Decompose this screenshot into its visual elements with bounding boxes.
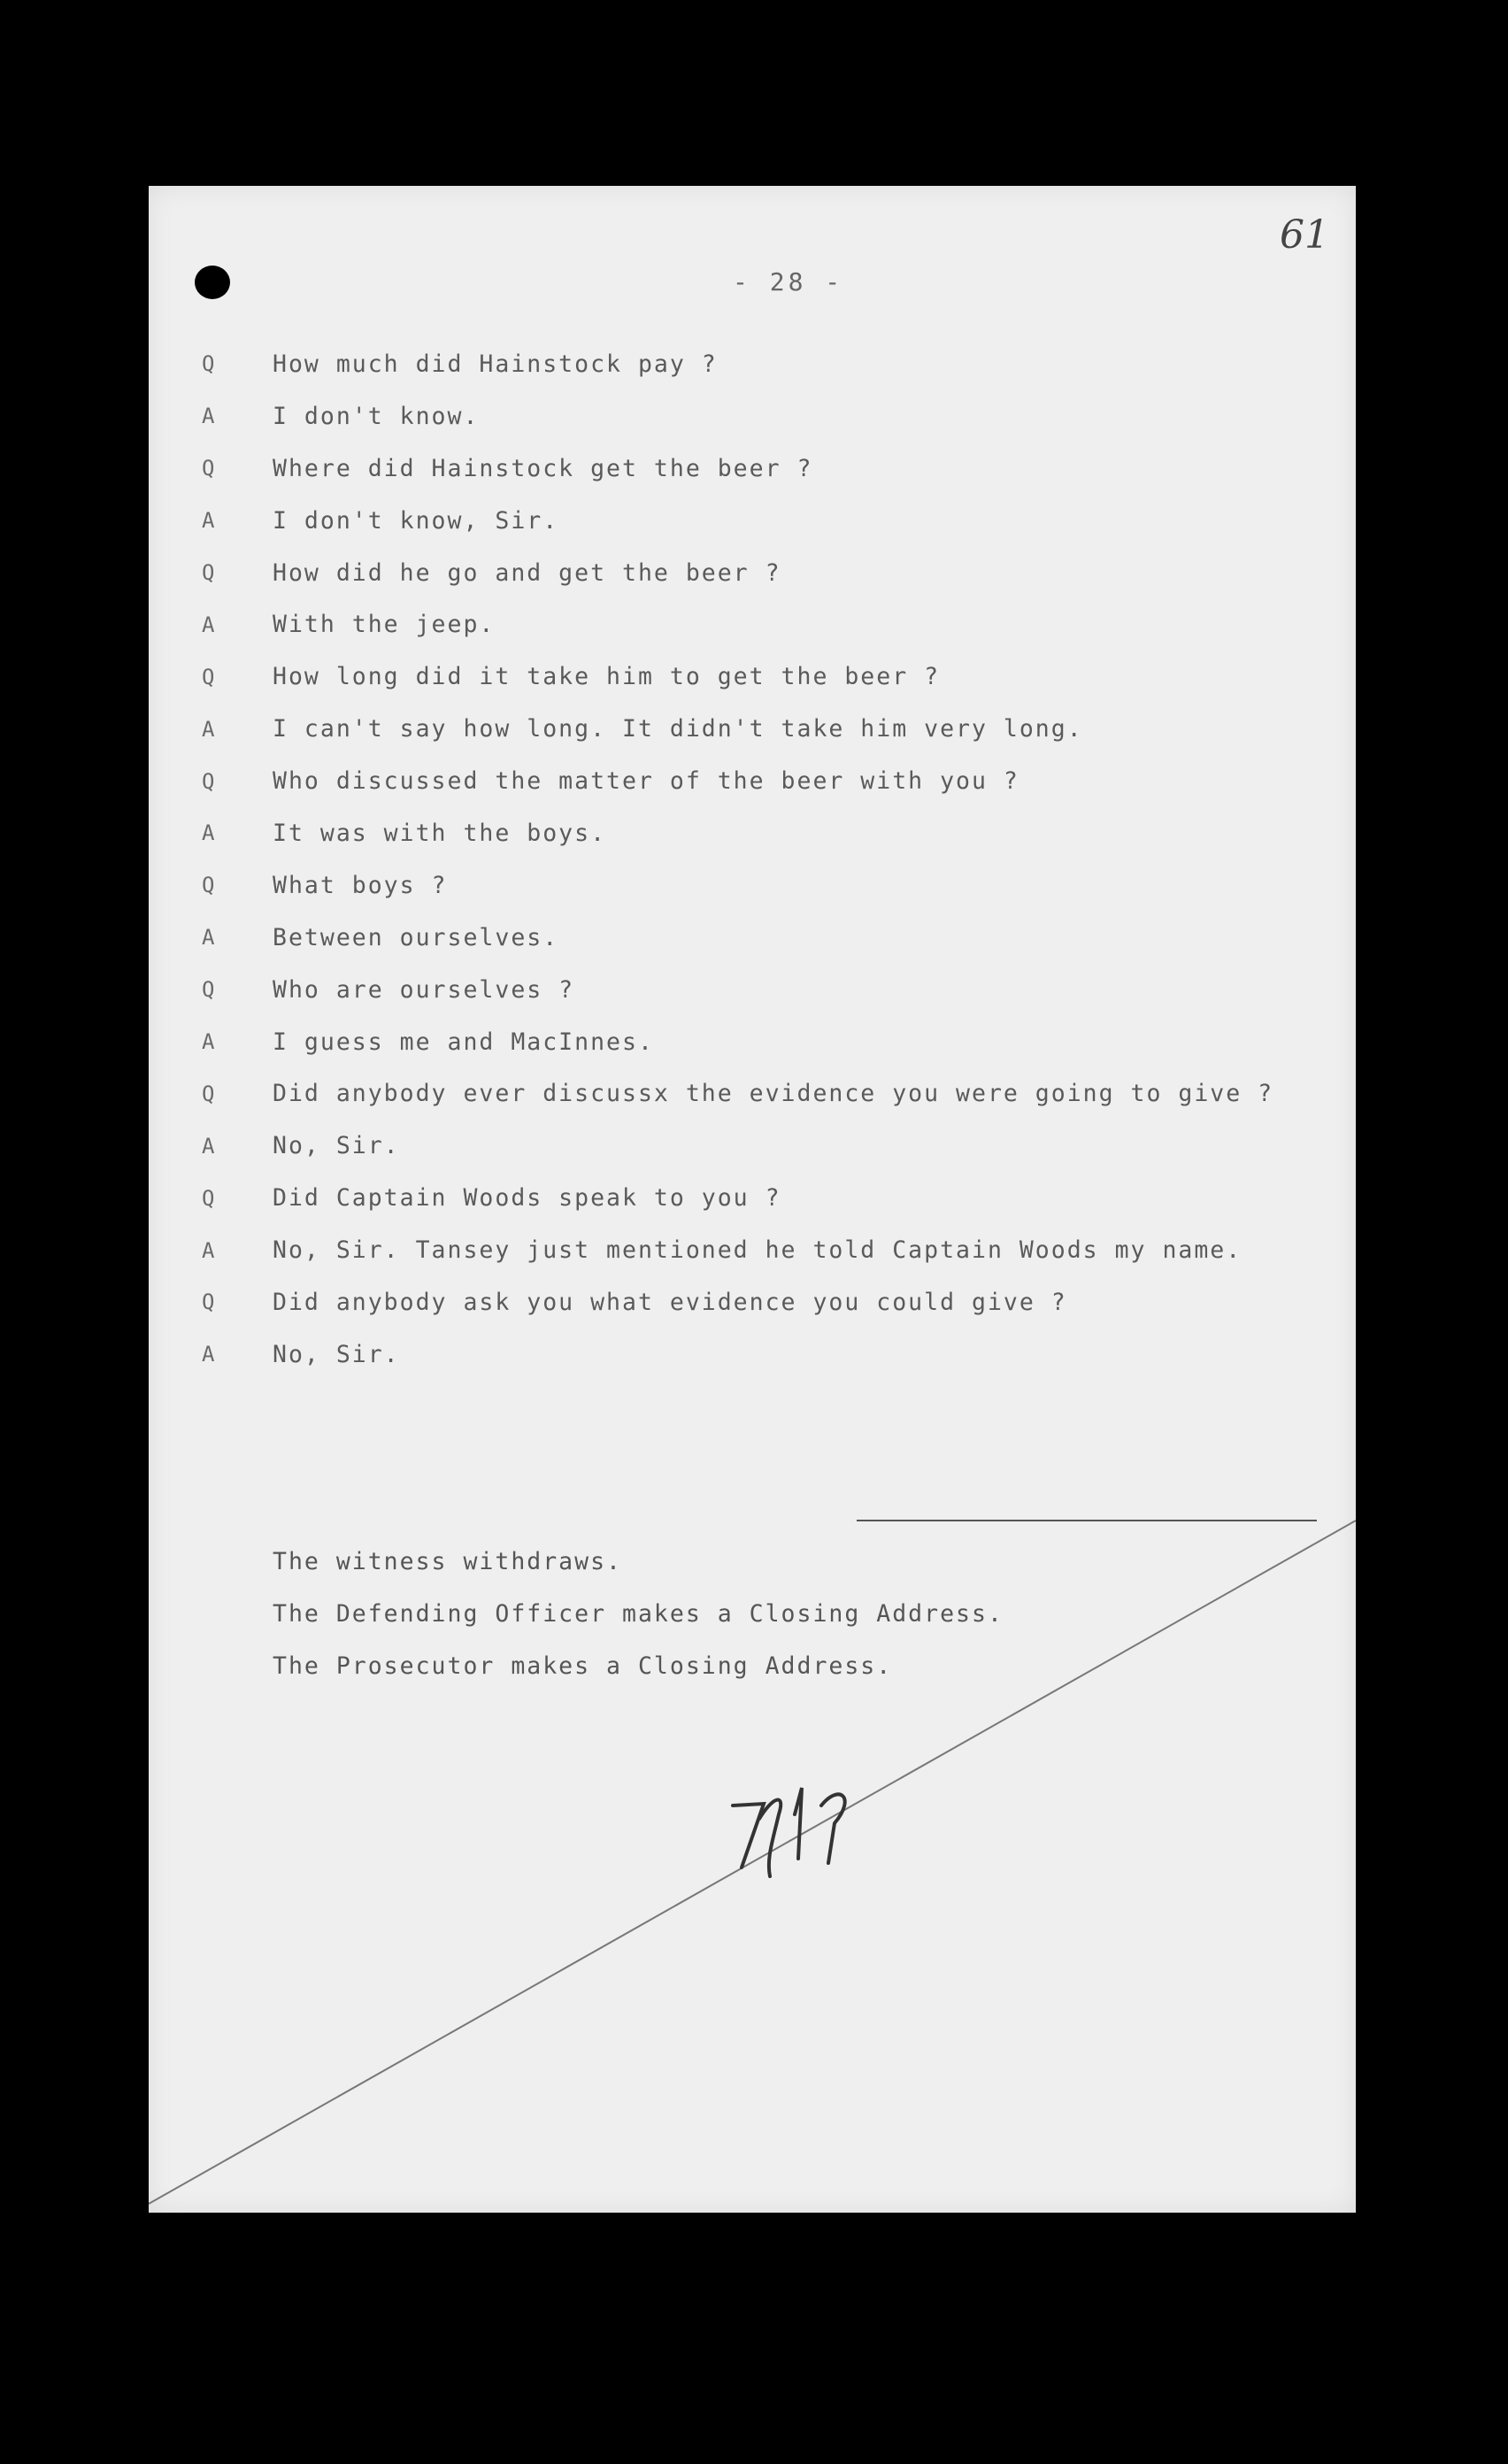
speaker-label: Q [202,873,217,898]
speaker-label: Q [202,664,217,689]
line-text: Did anybody ask you what evidence you could give ? [273,1288,1067,1316]
page-number: - 28 - [733,267,844,296]
speaker-label: A [202,925,217,951]
line-text: No, Sir. [273,1132,400,1160]
line-text: I don't know. [273,402,480,430]
speaker-label: Q [202,768,217,794]
speaker-label: A [202,820,217,846]
document-page [149,186,1356,2213]
line-text: Who discussed the matter of the beer with you ? [273,767,1019,796]
line-text: Where did Hainstock get the beer ? [273,454,813,482]
statement-line: The witness withdraws. [273,1547,622,1575]
speaker-label: A [202,716,217,742]
line-text: Did anybody ever discussx the evidence you were going to give ? [273,1080,1274,1108]
statement-line: The Prosecutor makes a Closing Address. [273,1652,893,1680]
speaker-label: Q [202,351,217,377]
line-text: Between ourselves. [273,923,559,951]
line-text: With the jeep. [273,611,496,639]
speaker-label: Q [202,456,217,481]
line-text: What boys ? [273,871,448,899]
line-text: I can't say how long. It didn't take him very long. [273,715,1083,743]
line-text: No, Sir. [273,1340,400,1368]
line-text: It was with the boys. [273,819,607,847]
line-text: How much did Hainstock pay ? [273,350,718,378]
line-text: No, Sir. Tansey just mentioned he told Captain Woods my name. [273,1236,1243,1265]
line-text: I don't know, Sir. [273,506,559,535]
speaker-label: A [202,612,217,637]
cancellation-line [149,186,1356,2213]
folio-number: 61 [1280,212,1329,258]
line-text: Who are ourselves ? [273,975,575,1004]
speaker-label: A [202,508,217,534]
speaker-label: A [202,404,217,429]
line-text: How long did it take him to get the beer ? [273,663,941,691]
speaker-label: Q [202,560,217,585]
speaker-label: A [202,1029,217,1055]
line-text: I guess me and MacInnes. [273,1028,654,1056]
speaker-label: Q [202,977,217,1003]
speaker-label: Q [202,1290,217,1315]
speaker-label: A [202,1237,217,1263]
handwritten-number [724,1770,866,1885]
statement-line: The Defending Officer makes a Closing Address. [273,1599,1004,1628]
line-text: Did Captain Woods speak to you ? [273,1184,781,1213]
speaker-label: A [202,1133,217,1159]
speaker-label: Q [202,1081,217,1106]
speaker-label: A [202,1342,217,1367]
line-text: How did he go and get the beer ? [273,558,781,587]
speaker-label: Q [202,1185,217,1211]
